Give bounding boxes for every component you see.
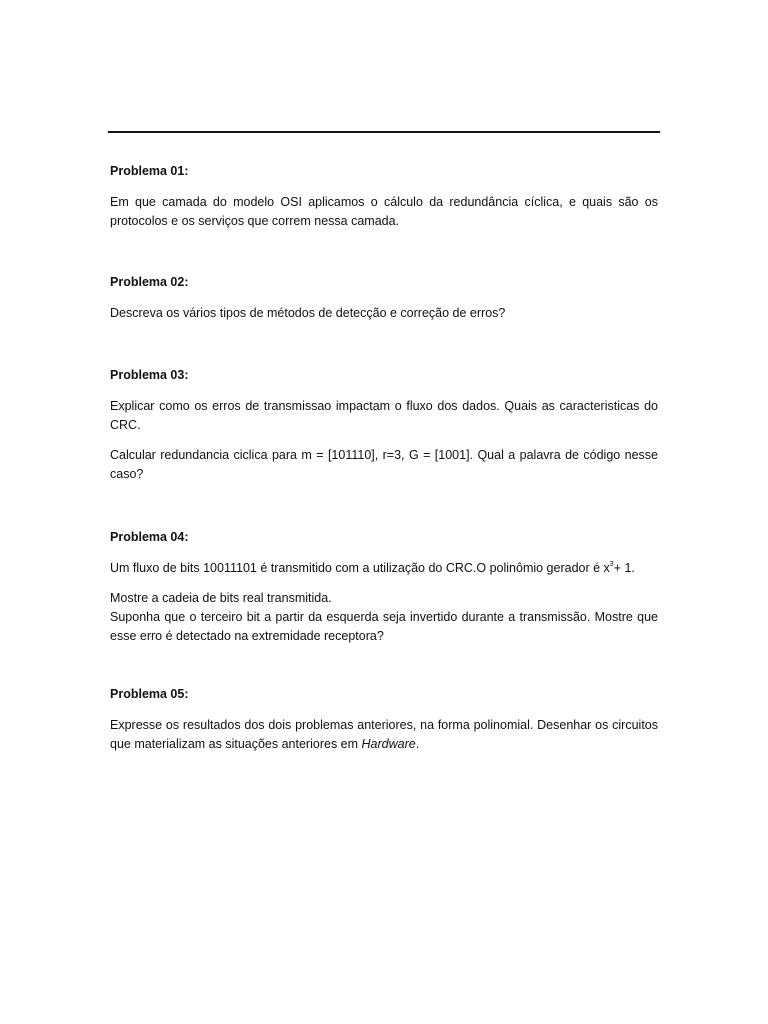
- problem-01-text: Em que camada do modelo OSI aplicamos o cálculo da redundância cíclica, e quais são os protocolos e os serviços que correm nessa camada.: [110, 195, 658, 228]
- problem-05-hardware: Hardware: [361, 737, 416, 751]
- problem-02-title: Problema 02:: [110, 275, 189, 289]
- problem-05-text-end: .: [415, 737, 420, 751]
- problem-02: [110, 273, 658, 323]
- problem-05: [110, 685, 658, 754]
- problem-01: [110, 162, 658, 231]
- problem-04-text-1-end: + 1.: [613, 561, 635, 575]
- problem-04-text-1-main: Um fluxo de bits 10011101 é transmitido com a utilização do CRC.O polinômio gerador é x: [110, 561, 610, 575]
- problem-03-text-2: Calcular redundancia ciclica para m = [101110], r=3, G = [1001]. Qual a palavra de código nesse caso?: [110, 448, 658, 481]
- problem-04-title: Problema 04:: [110, 530, 189, 544]
- problem-03-title: Problema 03:: [110, 368, 189, 382]
- problem-04-text-2: Mostre a cadeia de bits real transmitida.: [110, 591, 332, 605]
- problem-03-text-1: Explicar como os erros de transmissao impactam o fluxo dos dados. Quais as caracteristicas do CRC.: [110, 399, 658, 432]
- problem-05-text-main: Expresse os resultados dos dois problemas anteriores, na forma polinomial. Desenhar os circuitos que materializam as situações anteriores em: [110, 718, 658, 751]
- problem-02-text: Descreva os vários tipos de métodos de detecção e correção de erros?: [110, 306, 506, 320]
- problem-04-text-1: [110, 559, 658, 578]
- problem-05-title: Problema 05:: [110, 687, 189, 701]
- problem-03: [110, 366, 658, 484]
- problem-04: [110, 528, 658, 646]
- problem-05-text: [110, 716, 658, 754]
- problem-01-title: Problema 01:: [110, 164, 189, 178]
- problem-04-exponent: 3: [609, 561, 614, 568]
- top-divider: [108, 131, 660, 133]
- problem-04-text-3: Suponha que o terceiro bit a partir da esquerda seja invertido durante a transmissão. Mostre que esse erro é detectado na extremidade receptora?: [110, 610, 658, 643]
